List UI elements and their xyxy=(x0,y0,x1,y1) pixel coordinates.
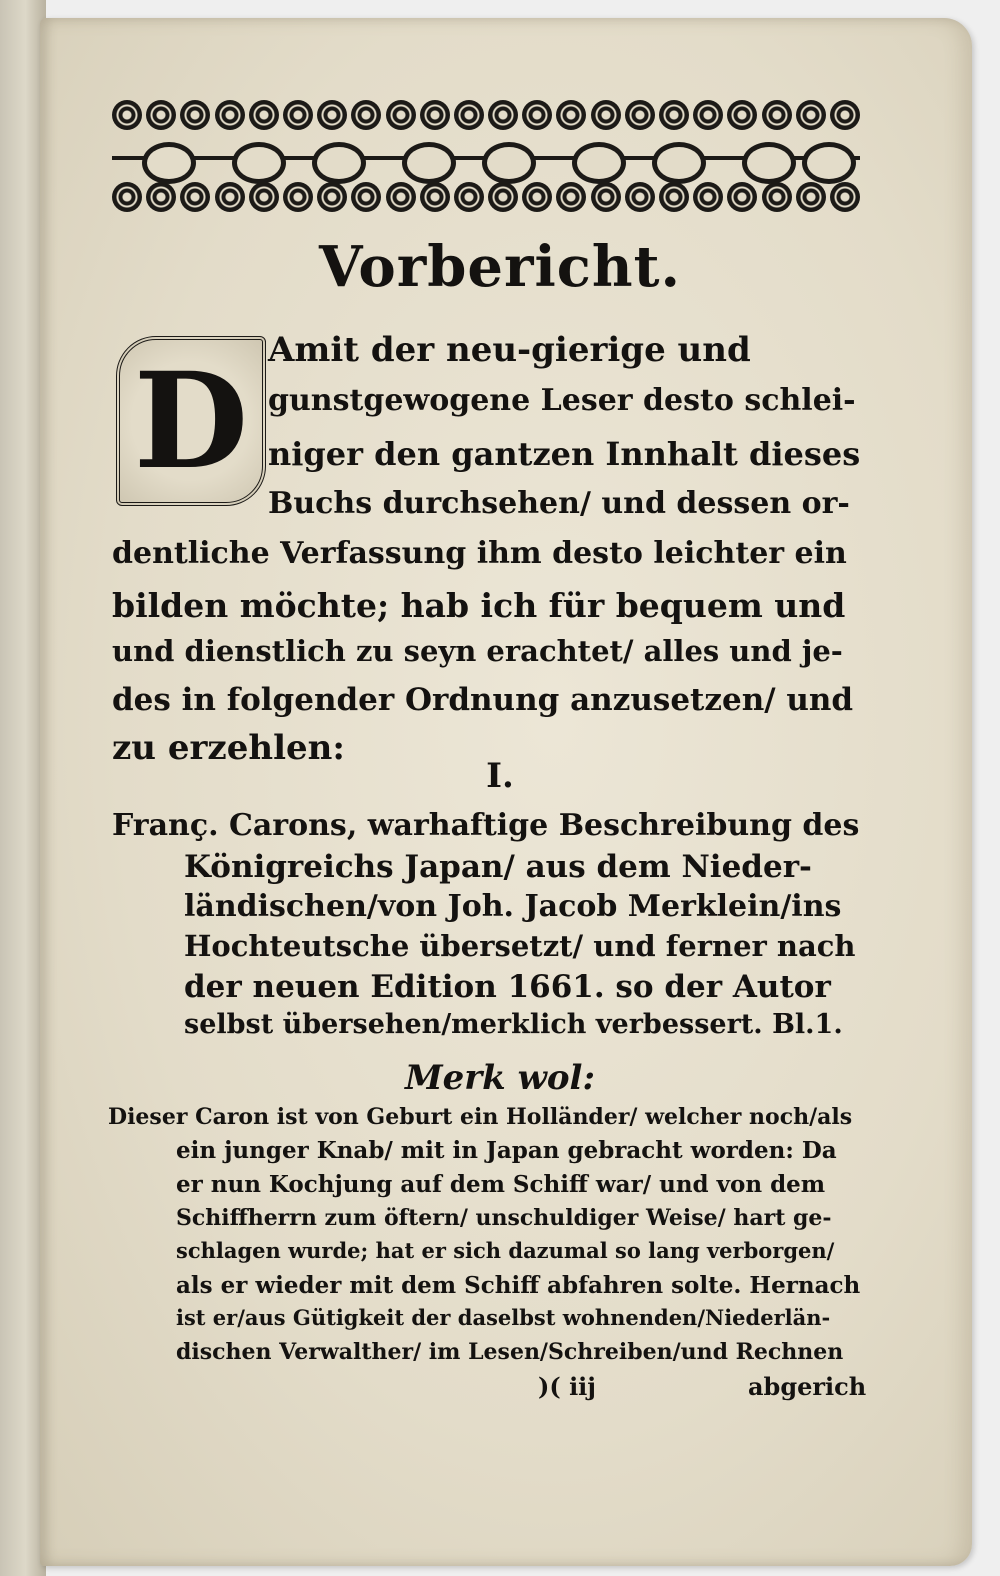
paragraph-line: gunstgewogene Leser desto schlei- xyxy=(268,383,856,418)
entry-line: selbst übersehen/merklich verbessert. Bl.1. xyxy=(184,1009,843,1040)
signature-mark: )( iij xyxy=(538,1372,596,1401)
rosette-row-bottom xyxy=(112,182,860,216)
note-line: ein junger Knab/ mit in Japan gebracht worden: Da xyxy=(176,1137,837,1164)
entry-line: der neuen Edition 1661. so der Autor xyxy=(184,969,831,1005)
note-line: Dieser Caron ist von Geburt ein Holländer/ welcher noch/als xyxy=(108,1104,853,1130)
entry-line: Franç. Carons, warhaftige Beschreibung des xyxy=(112,808,860,843)
decorated-drop-cap: D xyxy=(116,336,266,506)
paragraph-line: Amit der neu-gierige und xyxy=(268,330,751,370)
note-heading: Merk wol: xyxy=(405,1058,595,1098)
note-line: Schiffherrn zum öftern/ unschuldiger Weise/ hart ge- xyxy=(176,1205,832,1231)
paragraph-line: des in folgender Ordnung anzusetzen/ und xyxy=(112,682,854,718)
note-line: als er wieder mit dem Schiff abfahren solte. Hernach xyxy=(176,1272,861,1299)
note-line: er nun Kochjung auf dem Schiff war/ und von dem xyxy=(176,1171,826,1198)
rosette-row-top xyxy=(112,100,860,134)
entry-line: Hochteutsche übersetzt/ und ferner nach xyxy=(184,929,856,963)
note-line: schlagen wurde; hat er sich dazumal so lang verborgen/ xyxy=(176,1238,835,1263)
entry-line: Königreichs Japan/ aus dem Nieder- xyxy=(184,849,812,885)
catchword: abgerich xyxy=(748,1372,867,1401)
paragraph-line: niger den gantzen Innhalt dieses xyxy=(268,435,861,473)
paragraph-line: Buchs durchsehen/ und dessen or- xyxy=(268,486,850,521)
note-line: ist er/aus Gütigkeit der daselbst wohnenden/Niederlän- xyxy=(176,1305,831,1330)
paragraph-line: dentliche Verfassung ihm desto leichter ein xyxy=(112,536,847,571)
section-number: I. xyxy=(486,756,514,796)
scroll-vine-row xyxy=(112,134,860,182)
paragraph-line: bilden möchte; hab ich für bequem und xyxy=(112,586,846,625)
paragraph-line: zu erzehlen: xyxy=(112,728,345,768)
ornamental-headpiece xyxy=(112,100,860,216)
page-title: Vorbericht. xyxy=(319,234,681,300)
note-line: dischen Verwalther/ im Lesen/Schreiben/und Rechnen xyxy=(176,1339,844,1365)
paragraph-line: und dienstlich zu seyn erachtet/ alles und je- xyxy=(112,634,843,668)
entry-line: ländischen/von Joh. Jacob Merklein/ins xyxy=(184,889,842,924)
